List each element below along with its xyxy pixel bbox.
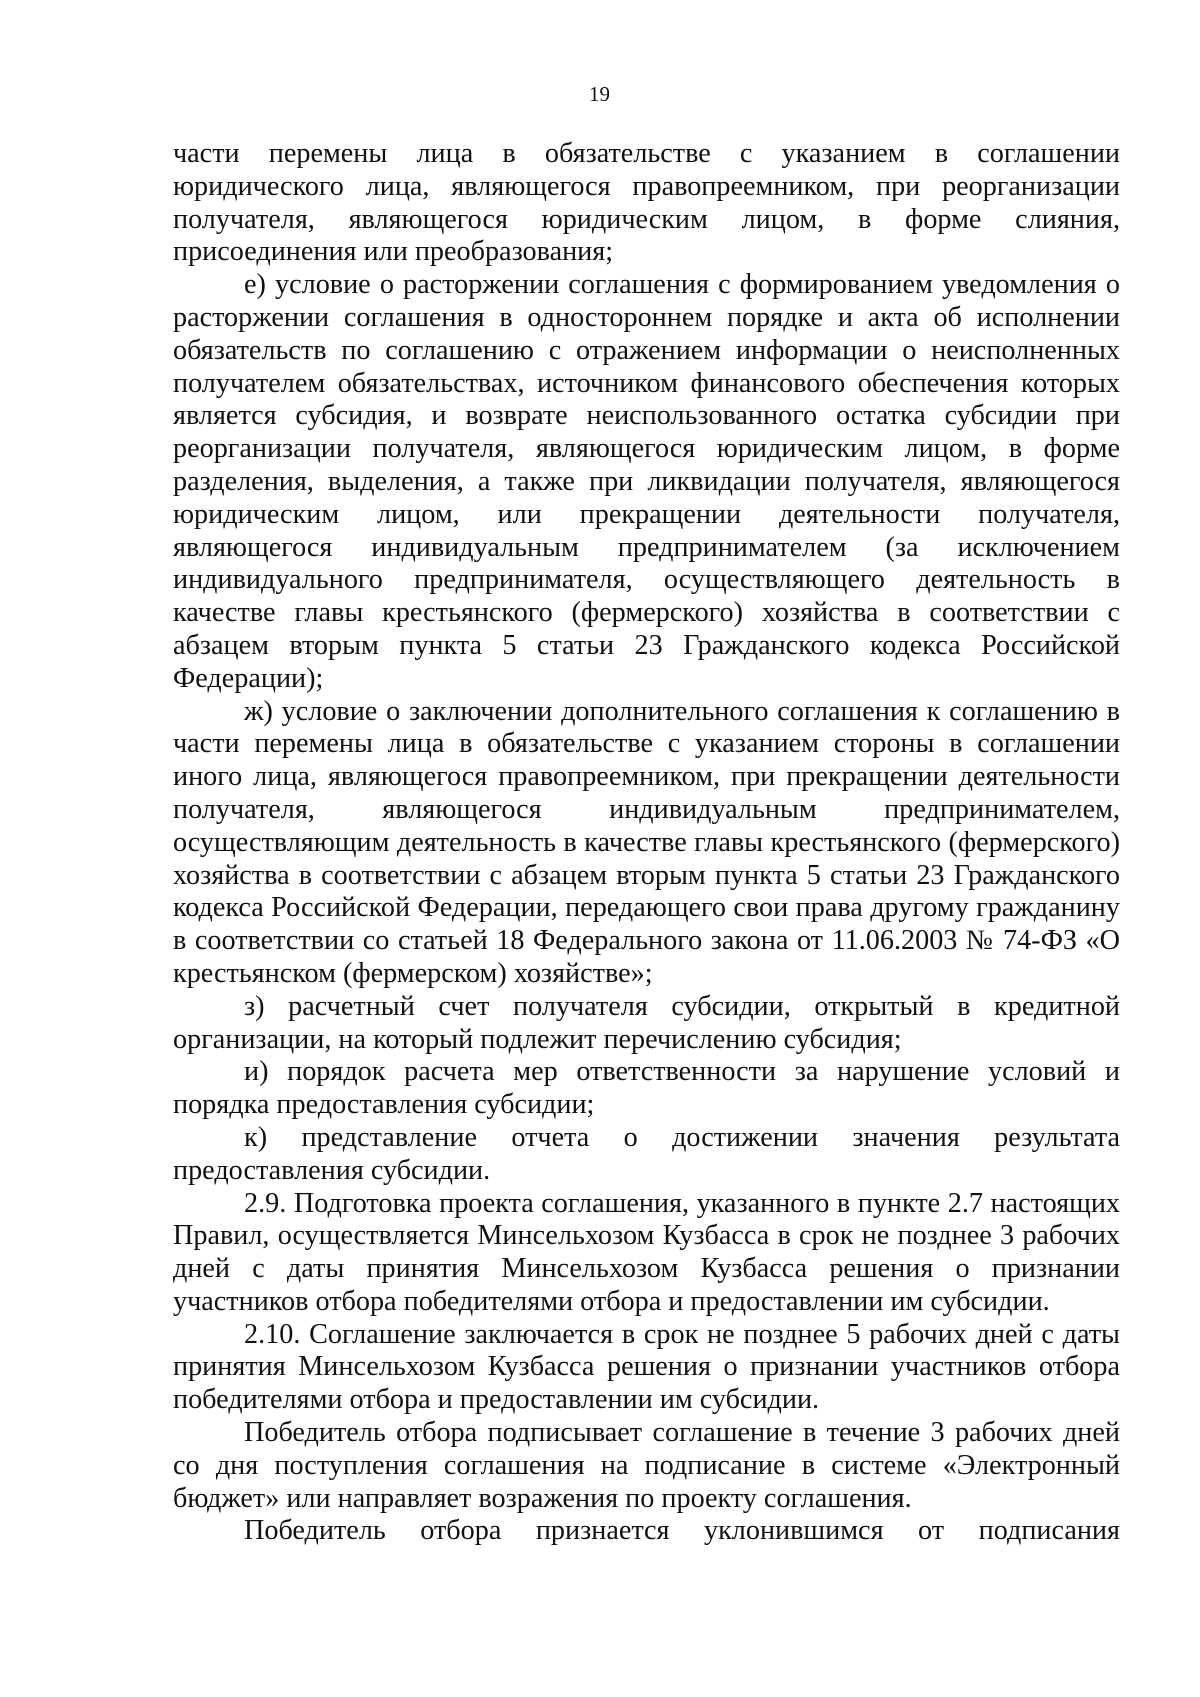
page-number: 19 xyxy=(589,82,610,106)
paragraph-continuation: части перемены лица в обязательстве с указанием в соглашении юридического лица, являющегося правопреемником, при реорганизации получателя, являющегося юридическим лицом, в форме слияния, присоединения или преобразования; xyxy=(173,138,1120,268)
document-body xyxy=(173,138,1120,1548)
paragraph-clause-2-9: 2.9. Подготовка проекта соглашения, указанного в пункте 2.7 настоящих Правил, осуществляется Минсельхозом Кузбасса в срок не позднее 3 рабочих дней с даты принятия Минсельхозом Кузбасса решения о признании участников отбора победителями отбора и предоставлении им субсидии. xyxy=(173,1187,1120,1317)
paragraph-winner-signs: Победитель отбора подписывает соглашение в течение 3 рабочих дней со дня поступления соглашения на подписание в системе «Электронный бюджет» или направляет возражения по проекту соглашения. xyxy=(173,1417,1120,1514)
paragraph-item-zh: ж) условие о заключении дополнительного соглашения к соглашению в части перемены лица в обязательстве с указанием стороны в соглашении иного лица, являющегося правопреемником, при прекращении деятельности получателя, являющегося индивидуальным предпринимателем, осуществляющим деятельность в качестве главы крестьянского (фермерского) хозяйства в соответствии с абзацем вторым пункта 5 статьи 23 Гражданского кодекса Российской Федерации, передающего свои права другому гражданину в соответствии со статьей 18 Федерального закона от 11.06.2003 № 74-ФЗ «О крестьянском (фермерском) хозяйстве»; xyxy=(173,695,1120,989)
paragraph-winner-evades: Победитель отбора признается уклонившимся от подписания xyxy=(244,1515,1120,1547)
paragraph-item-i: и) порядок расчета мер ответственности за нарушение условий и порядка предоставления субсидии; xyxy=(173,1056,1120,1121)
paragraph-item-z: з) расчетный счет получателя субсидии, открытый в кредитной организации, на который подлежит перечислению субсидия; xyxy=(173,990,1120,1055)
paragraph-clause-2-10: 2.10. Соглашение заключается в срок не позднее 5 рабочих дней с даты принятия Минсельхозом Кузбасса решения о признании участников отбора победителями отбора и предоставлении им субсидии. xyxy=(173,1318,1120,1416)
paragraph-item-e: е) условие о расторжении соглашения с формированием уведомления о расторжении соглашения в одностороннем порядке и акта об исполнении обязательств по соглашению с отражением информации о неисполненных получателем обязательствах, источником финансового обеспечения которых является субсидия, и возврате неиспользованного остатка субсидии при реорганизации получателя, являющегося юридическим лицом, в форме разделения, выделения, а также при ликвидации получателя, являющегося юридическим лицом, или прекращении деятельности получателя, являющегося индивидуальным предпринимателем (за исключением индивидуального предпринимателя, осуществляющего деятельность в качестве главы крестьянского (фермерского) хозяйства в соответствии с абзацем вторым пункта 5 статьи 23 Гражданского кодекса Российской Федерации); xyxy=(173,269,1120,694)
paragraph-item-k: к) представление отчета о достижении значения результата предоставления субсидии. xyxy=(173,1121,1120,1186)
